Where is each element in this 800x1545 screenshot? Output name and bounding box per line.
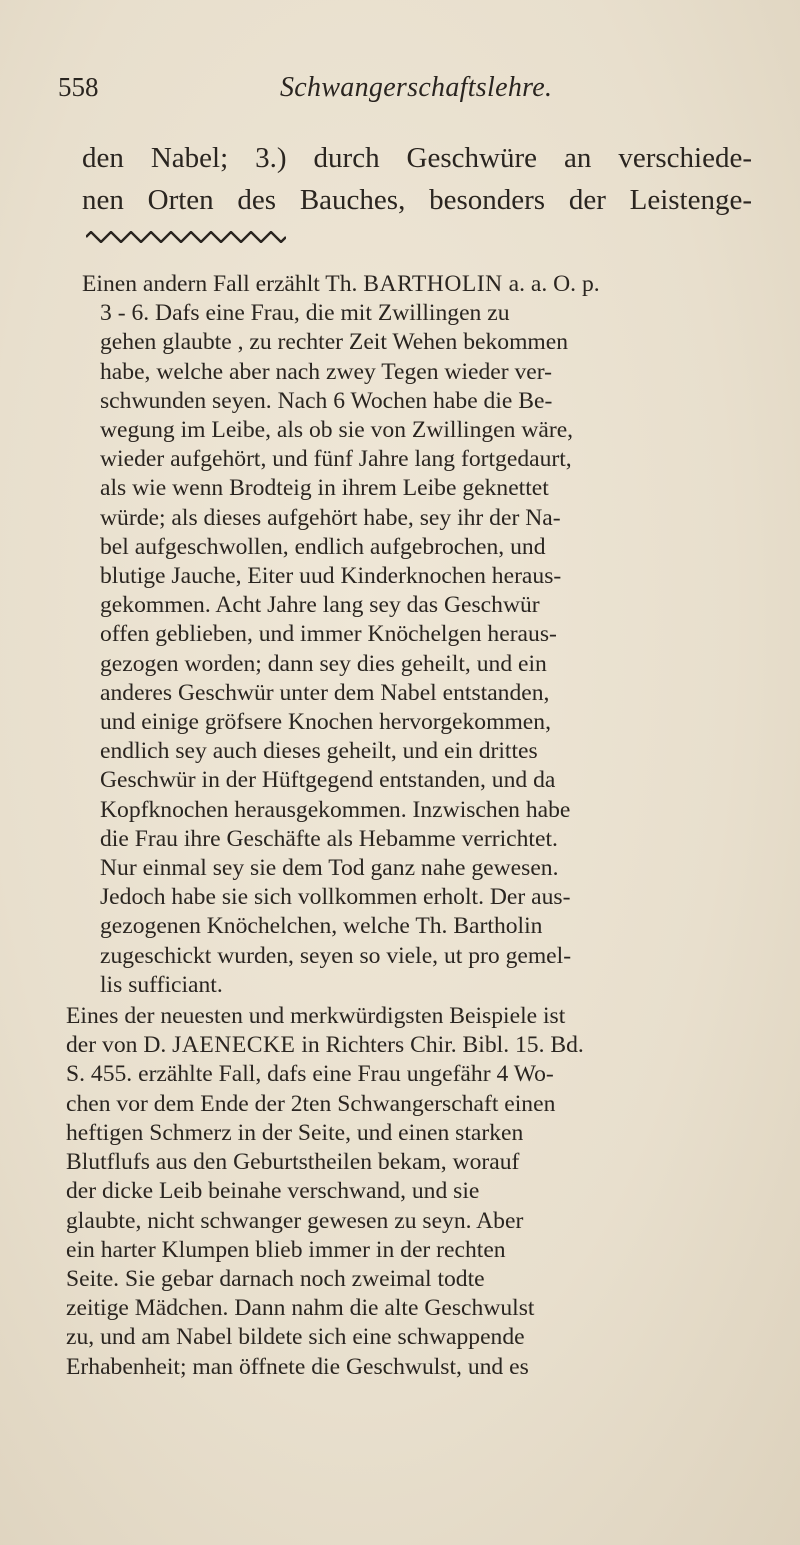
text-segment: Kopfknochen herausgekommen. Inzwischen habe (100, 796, 571, 823)
text-line (82, 416, 762, 445)
quoted-text (66, 270, 762, 1382)
text-segment: als wie wenn Brodteig in ihrem Leibe geknettet (100, 475, 549, 502)
text-line (66, 1323, 762, 1352)
text-line (66, 1177, 762, 1206)
text-line (66, 1148, 762, 1177)
text-line (66, 1236, 762, 1265)
text-line (66, 1207, 762, 1236)
text-line (82, 387, 762, 416)
text-line (82, 328, 762, 357)
text-line (66, 1060, 762, 1089)
text-segment: offen geblieben, und immer Knöchelgen heraus- (100, 621, 557, 648)
text-segment: Blutflufs aus den Geburtstheilen bekam, worauf (66, 1149, 520, 1176)
text-line (82, 358, 762, 387)
text-segment: Nur einmal sey sie dem Tod ganz nahe gewesen. (100, 855, 559, 882)
text-segment: würde; als dieses aufgehört habe, sey ihr der Na- (100, 504, 561, 531)
text-line (82, 504, 762, 533)
text-segment: 3 - 6. Dafs eine Frau, die mit Zwillingen zu (100, 300, 510, 327)
text-line (82, 854, 762, 883)
text-segment: Erhabenheit; man öffnete die Geschwulst, und es (66, 1353, 529, 1380)
text-line (82, 912, 762, 941)
text-segment: endlich sey auch dieses geheilt, und ein drittes (100, 738, 538, 765)
running-title: Schwangerschaftslehre. (280, 72, 553, 103)
text-segment: und einige gröfsere Knochen hervorgekommen, (100, 709, 551, 736)
text-line (82, 270, 762, 299)
lead-line: den Nabel; 3.) durch Geschwüre an verschiede- (82, 142, 752, 174)
text-segment: heftigen Schmerz in der Seite, und einen starken (66, 1119, 524, 1146)
text-line (82, 942, 762, 971)
text-line (82, 766, 762, 795)
text-segment: gezogen worden; dann sey dies geheilt, und ein (100, 650, 547, 677)
text-line (82, 299, 762, 328)
text-segment: glaubte, nicht schwanger gewesen zu seyn. Aber (66, 1207, 524, 1234)
text-segment: a. a. O. p. (502, 271, 600, 297)
author-name: JAENECKE (172, 1032, 296, 1059)
page-header (58, 72, 758, 112)
text-segment: der von D. (66, 1032, 173, 1059)
text-line (66, 1294, 762, 1323)
text-line (82, 825, 762, 854)
text-line (82, 737, 762, 766)
text-line (82, 679, 762, 708)
text-segment: zugeschickt wurden, seyen so viele, ut pro gemel- (100, 942, 572, 969)
text-line (82, 445, 762, 474)
text-line (82, 620, 762, 649)
text-segment: gezogenen Knöchelchen, welche Th. Bartholin (100, 913, 543, 940)
text-segment: habe, welche aber nach zwey Tegen wieder ver- (100, 358, 553, 385)
text-segment: bel aufgeschwollen, endlich aufgebrochen, und (100, 533, 546, 560)
text-line (82, 650, 762, 679)
author-name: BARTHOLIN (363, 271, 503, 297)
text-line (66, 1002, 762, 1031)
text-segment: chen vor dem Ende der 2ten Schwangerschaft einen (66, 1090, 556, 1117)
text-segment: schwunden seyen. Nach 6 Wochen habe die Be- (100, 387, 553, 414)
text-segment: ein harter Klumpen blieb immer in der rechten (66, 1236, 506, 1263)
text-segment: gehen glaubte , zu rechter Zeit Wehen bekommen (100, 329, 569, 356)
text-line (66, 1119, 762, 1148)
text-line (66, 1353, 762, 1382)
text-line (82, 533, 762, 562)
text-segment: gekommen. Acht Jahre lang sey das Geschwür (100, 592, 540, 619)
text-segment: zu, und am Nabel bildete sich eine schwappende (66, 1324, 525, 1351)
text-line (66, 1090, 762, 1119)
text-segment: anderes Geschwür unter dem Nabel entstanden, (100, 679, 550, 706)
text-line (66, 1031, 762, 1060)
lead-paragraph (82, 137, 752, 221)
text-segment: Eines der neuesten und merkwürdigsten Beispiele ist (66, 1003, 566, 1030)
page-number: 558 (58, 72, 99, 102)
text-segment: Geschwür in der Hüftgegend entstanden, und da (100, 767, 556, 794)
text-line (82, 796, 762, 825)
text-line (82, 971, 762, 1000)
text-line (82, 562, 762, 591)
text-segment: der dicke Leib beinahe verschwand, und sie (66, 1178, 480, 1205)
text-segment: S. 455. erzählte Fall, dafs eine Frau ungefähr 4 Wo- (66, 1061, 554, 1088)
lead-line: nen Orten des Bauches, besonders der Leistenge- (82, 184, 752, 216)
text-line (82, 708, 762, 737)
text-segment: blutige Jauche, Eiter uud Kinderknochen heraus- (100, 563, 562, 590)
ornament-rule-icon (86, 231, 286, 243)
text-segment: wieder aufgehört, und fünf Jahre lang fortgedaurt, (100, 446, 572, 473)
text-segment: die Frau ihre Geschäfte als Hebamme verrichtet. (100, 825, 558, 852)
text-segment: wegung im Leibe, als ob sie von Zwillingen wäre, (100, 417, 574, 444)
text-segment: lis sufficiant. (100, 971, 223, 998)
text-segment: zeitige Mädchen. Dann nahm die alte Geschwulst (66, 1295, 535, 1322)
text-line (66, 1265, 762, 1294)
text-line (82, 474, 762, 503)
text-segment: Jedoch habe sie sich vollkommen erholt. Der aus- (100, 884, 571, 911)
text-line (82, 883, 762, 912)
text-segment: Seite. Sie gebar darnach noch zweimal todte (66, 1265, 485, 1292)
text-segment: in Richters Chir. Bibl. 15. Bd. (295, 1032, 584, 1059)
text-line (82, 591, 762, 620)
text-segment: Einen andern Fall erzählt Th. (82, 271, 364, 297)
